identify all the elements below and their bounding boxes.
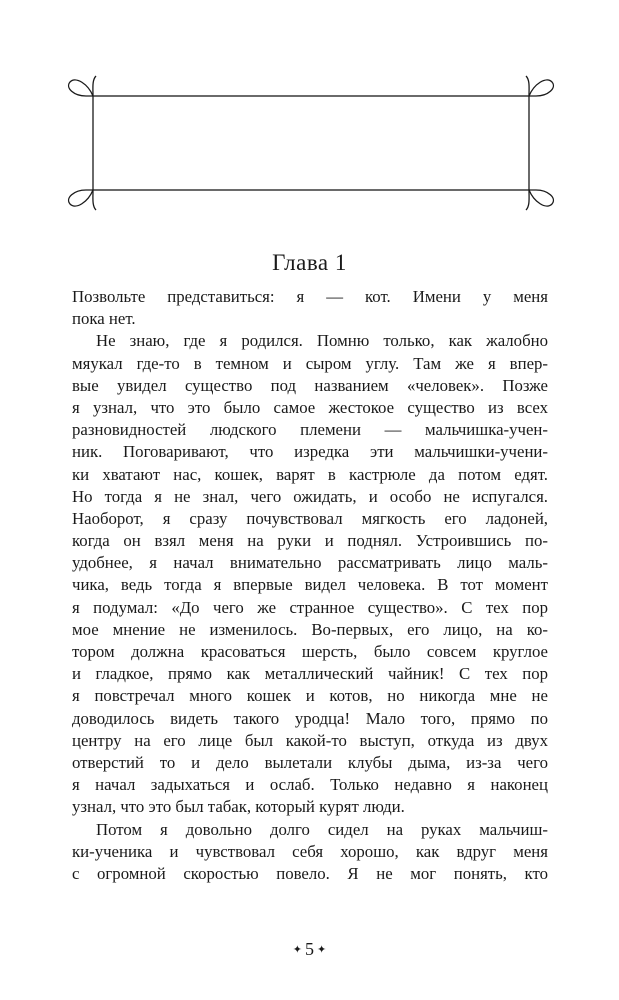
text-line: удобнее, я начал внимательно рассматривать лицо маль- <box>72 553 548 573</box>
text-line: я узнал, что это было самое жестокое существо из всех <box>72 397 548 417</box>
text-line: отверстий то и дело вылетали клубы дыма, из-за чего <box>72 752 548 772</box>
page-number <box>0 939 619 960</box>
paragraph <box>72 286 548 330</box>
text-line: разновидностей людского племени — мальчишка-учен- <box>72 420 548 440</box>
text-line: Не знаю, где я родился. Помню только, как жалобно <box>96 331 548 351</box>
chapter-title: Глава 1 <box>272 250 347 275</box>
text-line: ки хватают нас, кошек, варят в кастрюле да потом едят. <box>72 464 548 484</box>
text-line: ки-ученика и чувствовал себя хорошо, как вдруг меня <box>72 841 548 861</box>
ornamental-border-icon <box>66 72 556 214</box>
text-line: мяукал где-то в темном и сыром углу. Там же я впер- <box>72 353 548 373</box>
body-text <box>72 286 548 885</box>
text-line: мое мнение не изменилось. Во-первых, его лицо, на ко- <box>72 619 548 639</box>
text-line: тором должна красоваться шерсть, было совсем круглое <box>72 642 548 661</box>
paragraph <box>72 819 548 886</box>
text-line: Наоборот, я сразу почувствовал мягкость его ладоней, <box>72 508 548 528</box>
page-number-value: 5 <box>305 939 314 959</box>
text-line: когда он взял меня на руки и поднял. Устроившись по- <box>72 531 548 551</box>
text-line: ник. Поговаривают, что изредка эти мальчишки-учени- <box>72 442 548 462</box>
text-line: чика, ведь тогда я впервые видел человека. В тот момент <box>72 575 548 595</box>
text-line: Потом я довольно долго сидел на руках мальчиш- <box>96 819 548 839</box>
ornament-left-icon: ✦ <box>292 944 302 956</box>
ornament-right-icon: ✦ <box>317 944 327 956</box>
text-line: Позвольте представиться: я — кот. Имени у меня <box>72 287 548 306</box>
text-line: доводилось видеть такого уродца! Мало того, прямо по <box>72 708 548 728</box>
text-line: пока нет. <box>72 309 136 329</box>
text-line: я повстречал много кошек и котов, но никогда мне не <box>72 686 548 706</box>
text-line: вые увидел существо под названием «человек». Позже <box>72 375 548 395</box>
decorative-frame <box>66 72 556 214</box>
paragraph <box>72 330 548 818</box>
text-line: и гладкое, прямо как металлический чайник! С тех пор <box>72 664 548 684</box>
text-line: я подумал: «До чего же странное существо». С тех пор <box>72 597 548 617</box>
text-line: я начал задыхаться и ослаб. Только недавно я наконец <box>72 775 548 795</box>
text-line: центру на его лице был какой-то выступ, откуда из двух <box>72 730 548 750</box>
text-line: с огромной скоростью повело. Я не мог понять, кто <box>72 863 548 883</box>
text-line: узнал, что это был табак, который курят люди. <box>72 797 405 817</box>
text-line: Но тогда я не знал, чего ожидать, и особо не испугался. <box>72 486 548 506</box>
